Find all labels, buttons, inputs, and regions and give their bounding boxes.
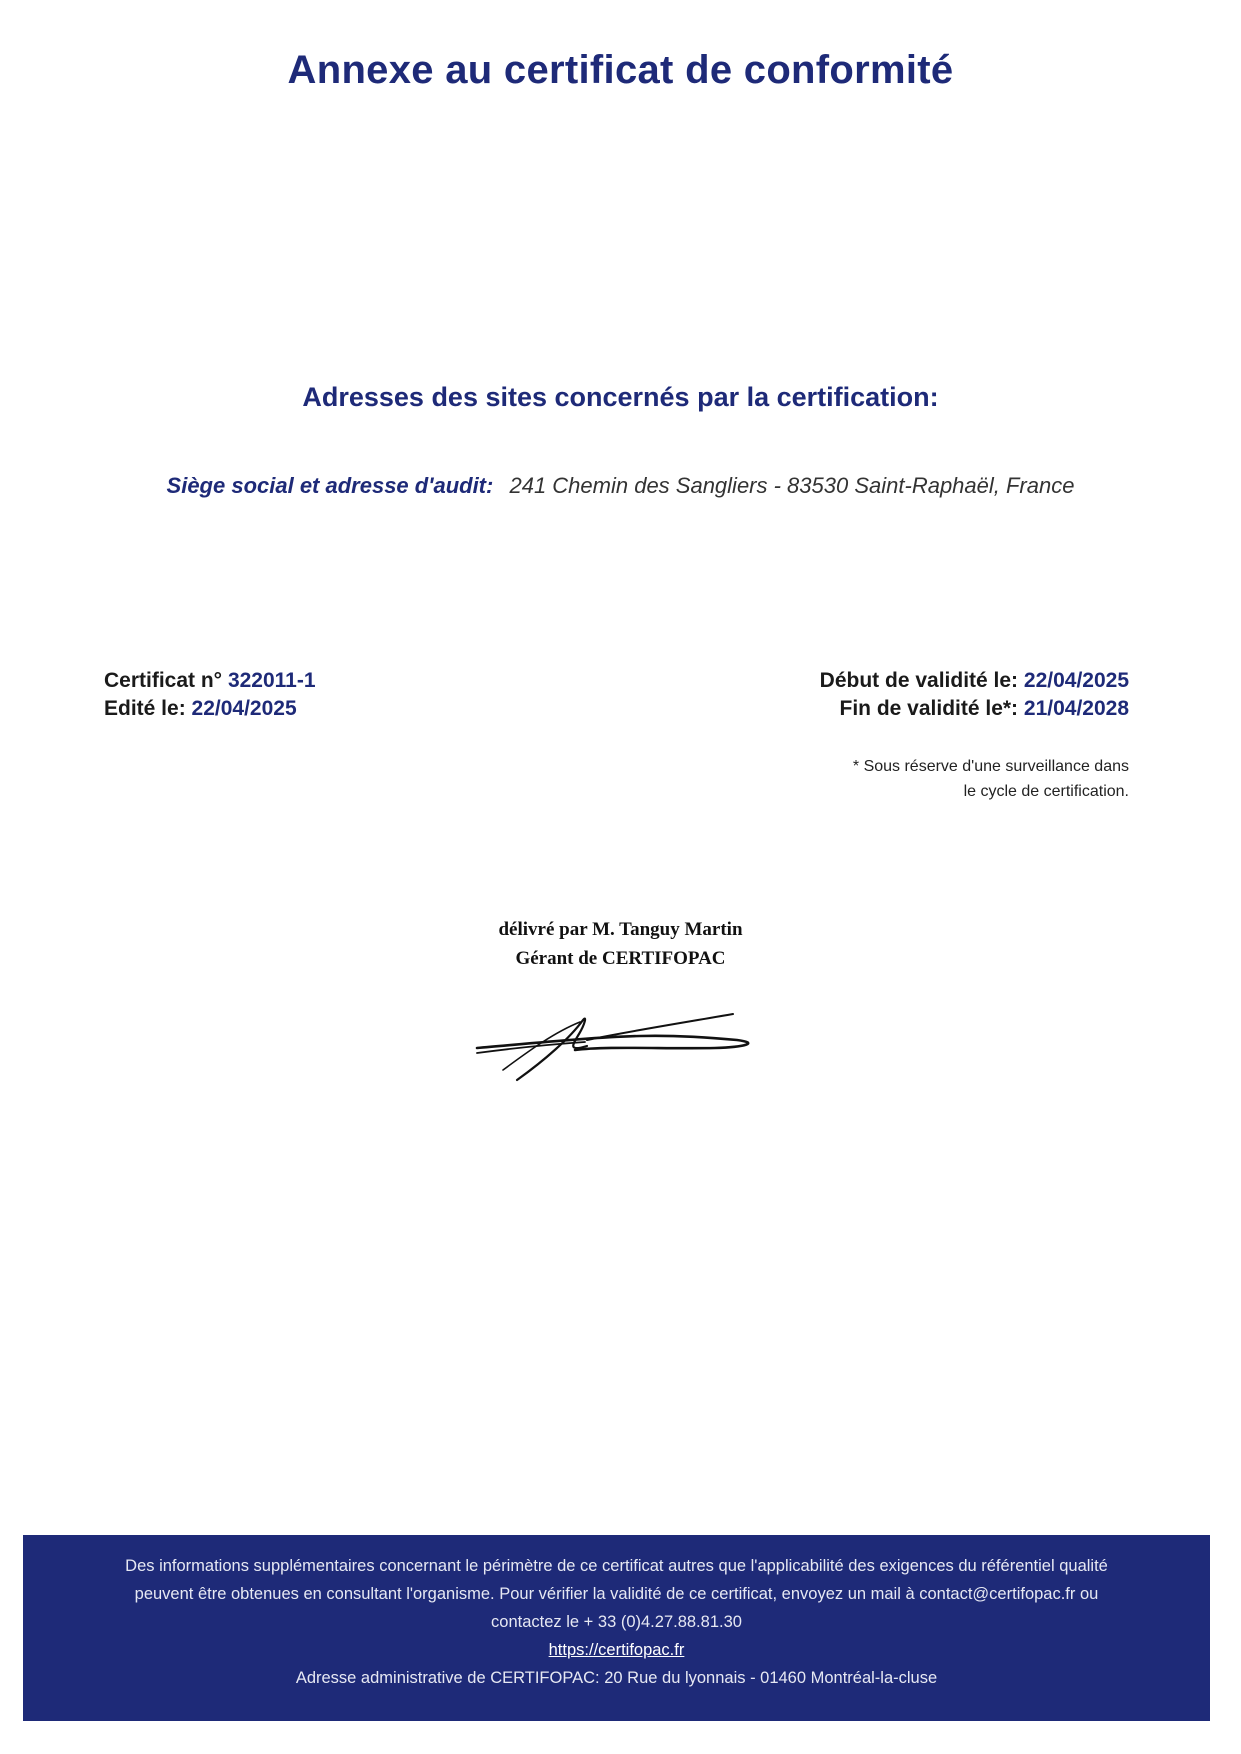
sites-heading: Adresses des sites concernés par la certification: [302, 382, 939, 412]
issuer-name: délivré par M. Tanguy Martin [498, 919, 743, 940]
site-address-label: Siège social et adresse d'audit: [166, 473, 494, 498]
surveillance-note-line1: * Sous réserve d'une surveillance dans [852, 758, 1129, 775]
certificate-number-label: Certificat n° [104, 669, 223, 692]
document-title: Annexe au certificat de conformité [287, 48, 954, 92]
validity-end-date: 21/04/2028 [1023, 697, 1129, 720]
footer-line2: peuvent être obtenues en consultant l'organisme. Pour vérifier la validité de ce certificat, envoyez un mail à contact@certifopac.fr ou [134, 1585, 1099, 1603]
footer-address: Adresse administrative de CERTIFOPAC: 20 Rue du lyonnais - 01460 Montréal-la-cluse [295, 1669, 938, 1687]
site-address-value: 241 Chemin des Sangliers - 83530 Saint-Raphaël, France [509, 473, 1075, 498]
validity-end-label: Fin de validité le*: [839, 697, 1019, 720]
issued-date: 22/04/2025 [191, 697, 297, 720]
issuer-role: Gérant de CERTIFOPAC [515, 948, 726, 969]
certificate-info-left [104, 667, 316, 723]
validity-start-label: Début de validité le: [819, 669, 1019, 692]
surveillance-note-line2: le cycle de certification. [963, 783, 1129, 800]
validity-end-row [820, 695, 1129, 723]
issued-date-row [104, 695, 316, 723]
certificate-number: 322011-1 [227, 669, 316, 692]
footer-line3: contactez le + 33 (0)4.27.88.81.30 [491, 1613, 742, 1631]
surveillance-note [853, 754, 1129, 804]
issuer-block [0, 915, 1241, 973]
footer-banner [23, 1535, 1210, 1721]
website-link[interactable]: https://certifopac.fr [548, 1641, 685, 1659]
certificate-number-row [104, 667, 316, 695]
certificate-info-right [820, 667, 1129, 723]
footer-line1: Des informations supplémentaires concernant le périmètre de ce certificat autres que l'applicabilité des exigences du référentiel qualité [125, 1557, 1108, 1575]
issued-date-label: Edité le: [104, 697, 186, 720]
validity-start-date: 22/04/2025 [1023, 669, 1129, 692]
validity-start-row [820, 667, 1129, 695]
signature-image [475, 1010, 760, 1085]
site-address-line [0, 473, 1241, 499]
